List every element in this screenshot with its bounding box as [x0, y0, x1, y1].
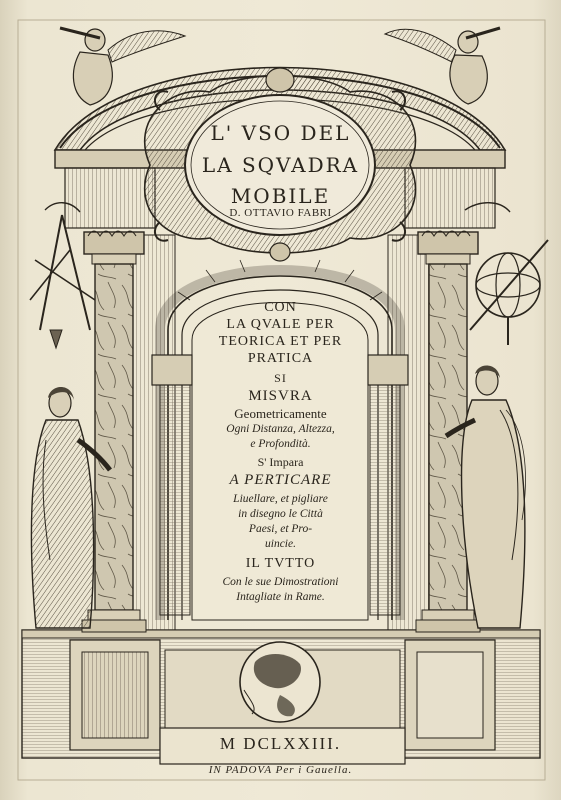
body-line-17: Con le sue Dimostrationi [222, 576, 339, 588]
body-line-5: SI [274, 371, 287, 385]
body-line-15: uincie. [265, 538, 296, 550]
body-line-16: IL TVTTO [245, 556, 316, 571]
body-line-2: LA QVALE PER [226, 317, 335, 332]
body-line-9: e Profondità. [250, 438, 311, 450]
body-line-13: in disegno le Città [238, 508, 323, 520]
body-line-6: MISVRA [248, 388, 313, 404]
author-name: D. OTTAVIO FABRI [229, 207, 332, 219]
body-line-8: Ogni Distanza, Altezza, [226, 423, 335, 435]
title-line-1: L' VSO DEL [210, 121, 351, 145]
body-line-10: S' Impara [257, 455, 304, 469]
body-line-11: A PERTICARE [229, 472, 332, 488]
publication-year: M DCLXXIII. [219, 734, 342, 753]
body-line-7: Geometricamente [234, 406, 327, 421]
title-line-3: MOBILE [230, 184, 331, 208]
body-line-3: TEORICA ET PER [218, 334, 343, 349]
body-line-18: Intagliate in Rame. [236, 591, 325, 603]
body-line-14: Paesi, et Pro- [248, 523, 313, 535]
imprint-line: IN PADOVA Per i Gauella. [208, 764, 353, 776]
title-line-2: LA SQVADRA [201, 153, 360, 177]
body-line-4: PRATICA [247, 351, 314, 366]
body-line-12: Liuellare, et pigliare [233, 493, 328, 505]
body-line-1: CON [264, 300, 297, 315]
globe-icon [240, 642, 320, 722]
